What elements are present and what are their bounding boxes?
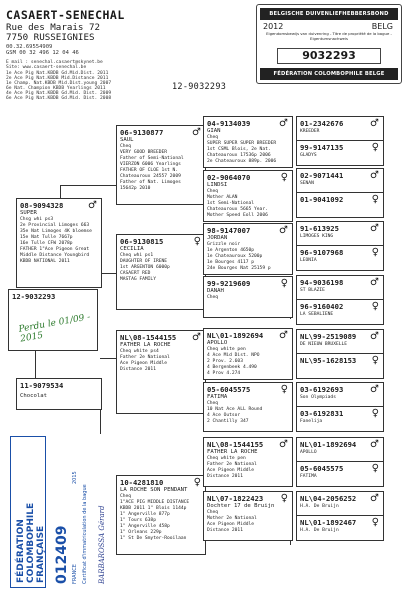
ggp-ring: 05-6045575: [300, 464, 344, 473]
ss-detail-line: VIERZON 6006 Yearlings: [120, 162, 181, 167]
female-symbol-icon: ♀: [371, 517, 379, 528]
male-symbol-icon: ♂: [279, 439, 288, 450]
stamp-number: 9032293: [277, 48, 381, 64]
owner-website: Site: www.casaert-senechal.be: [6, 65, 87, 70]
sire-detail-line: KBDB NATIONAL 2011: [20, 259, 70, 264]
ggp-ring: 01-9041092: [300, 195, 344, 204]
great-grandparent-card: [296, 515, 384, 541]
ggp-name: KREEDER: [300, 129, 320, 134]
sire-detail-line: Chsg whi ps3: [20, 217, 54, 222]
female-symbol-icon: ♀: [193, 236, 201, 247]
french-ring-certificate: [8, 434, 116, 590]
male-symbol-icon: ♂: [370, 493, 379, 504]
result-line: 6e Nat. Champion KBDB Yearlings 2011: [6, 86, 106, 91]
gp-detail-line: Distance 2011: [207, 474, 243, 479]
dd-detail-line: 1" St De Smyter-Rooilaan: [120, 536, 187, 541]
sire-dam-card: [116, 234, 206, 310]
male-symbol-icon: ♂: [192, 332, 201, 343]
gp-detail-line: 10 Nat Ace ALL Round: [207, 407, 263, 412]
ggp-name: LA SEBALIENE: [300, 312, 334, 317]
ggp-ring: 02-9071441: [300, 171, 344, 180]
ggp-ring: 94-9036198: [300, 278, 344, 287]
gp-ring: 99-9219609: [207, 279, 251, 288]
ggp-ring: NL\99-2519089: [300, 332, 357, 341]
ss-detail-line: Chateauroux 24557 2009: [120, 174, 181, 179]
certificate-number: 012409: [54, 525, 70, 584]
dam-main-card: [16, 378, 102, 410]
gp-detail-line: 1st CSML Blois, 2e Nat.: [207, 147, 271, 152]
ggp-ring: 03-6192831: [300, 409, 344, 418]
ggp-ring: 96-9107968: [300, 248, 344, 257]
ring-number: 12-9032293: [172, 82, 227, 92]
gp-detail-line: Mother ALAN: [207, 195, 238, 200]
sire-sire-card: [116, 125, 206, 205]
dam-detail-line: Cheq white ps4: [120, 349, 159, 354]
sire-detail-line: 35e Nat Limoges 4K bloemse: [20, 229, 92, 234]
ggp-ring: 91-613925: [300, 224, 339, 233]
sire-name: SUPER: [20, 210, 37, 216]
great-grandparent-card: [296, 192, 384, 218]
grandparent-card: [203, 170, 293, 222]
sire-card: [16, 198, 102, 288]
sire-detail-line: 15e Nat Tulle 7667p: [20, 235, 73, 240]
grandparent-card: [203, 437, 293, 487]
certificate-year: 2015: [72, 471, 78, 484]
gp-detail-line: 24e Bourges Nat 25159 p: [207, 266, 271, 271]
ggp-ring: 96-9160402: [300, 302, 344, 311]
male-symbol-icon: ♂: [88, 200, 97, 211]
sd-detail-line: MASTAG FAMILY: [120, 277, 156, 282]
ss-detail-line: Cheq: [120, 144, 132, 149]
gp-name: APOLLO: [207, 340, 228, 346]
gp-ring: NL\01-1892694: [207, 331, 264, 340]
dam-detail-line: Ace Pigeon Middle: [120, 361, 168, 366]
grandparent-card: [203, 491, 293, 541]
grandparent-card: [203, 382, 293, 432]
gp-detail-line: Father 2e National: [207, 462, 257, 467]
sd-detail-line: 1st ARGENTON 6000p: [120, 265, 170, 270]
dd-detail-line: 1" Tours 638p: [120, 518, 156, 523]
result-line: 1e Champ. Nat.KBDB Mid.Dist.young 2007: [6, 81, 112, 86]
gp-detail-line: Distance 2011: [207, 528, 243, 533]
ggp-name: H.A. De Bruijn: [300, 504, 339, 509]
dd-detail-line: 1" Angerville 877p: [120, 512, 170, 517]
dd-detail-line: Cheq: [120, 494, 132, 499]
main-pigeon-card: [8, 289, 98, 351]
gp-detail-line: 4 Ace Mid Dist. NPO: [207, 353, 260, 358]
gp-ring: NL\08-1544155: [207, 440, 264, 449]
dam-name: FATHER LA ROCHE: [120, 342, 171, 348]
gp-detail-line: Cheq: [207, 401, 219, 406]
stamp-description: Eigendomsbewijs van duivenring - Titre de propriété de la bague - Eigentumsnachweis: [266, 31, 392, 41]
owner-city: 7750 RUSSEIGNIES: [6, 32, 95, 43]
female-symbol-icon: ♀: [280, 172, 288, 183]
gp-detail-line: Cheq: [207, 295, 219, 300]
gp-name: GIAN: [207, 128, 221, 134]
stamp-top-banner: BELGISCHE DUIVENLIEFHEBBERSBOND: [260, 8, 398, 20]
great-grandparent-card: [296, 406, 384, 432]
main-pigeon-ring: 12-9032293: [12, 292, 56, 301]
sd-detail-line: DAUGHTER OF IRENE: [120, 259, 168, 264]
stamp-bottom-banner: FÉDÉRATION COLOMBOPHILE BELGE: [260, 68, 398, 80]
dd-ring: 10-4281810: [120, 478, 164, 487]
owner-street: Rue des Marais 72: [6, 22, 101, 33]
dam-detail-line: Distance 2011: [120, 367, 156, 372]
dam-card: [116, 330, 206, 414]
female-symbol-icon: ♀: [371, 142, 379, 153]
ggp-name: ST BLAZIE: [300, 288, 325, 293]
gp-name: FATHER LA ROCHE: [207, 449, 258, 455]
ggp-ring: NL\95-1628153: [300, 356, 357, 365]
sd-ring: 06-9130815: [120, 237, 164, 246]
gp-detail-line: Chateauroux 5665 Year.: [207, 207, 268, 212]
gp-detail-line: 1st Semi-National: [207, 201, 255, 206]
ggp-ring: NL\01-1892467: [300, 518, 357, 527]
result-line: 2e Ace Pig Nat.KBDB Mid.Distance 2011: [6, 76, 109, 81]
gp-ring: 02-9064070: [207, 173, 251, 182]
gp-ring: 05-6045575: [207, 385, 251, 394]
result-line: 4e Ace Pig Nat.KBDB Gd.Mid. Dist. 2009: [6, 91, 112, 96]
owner-email: E mail : senechal.casaert@skynet.be: [6, 60, 103, 65]
ggp-ring: 03-6192693: [300, 385, 344, 394]
ggp-name: H.A. De Bruijn: [300, 528, 339, 533]
great-grandparent-card: [296, 299, 384, 325]
ggp-ring: 01-2342676: [300, 119, 344, 128]
ggp-ring: NL\01-1892694: [300, 440, 357, 449]
stamp-country: BELG: [371, 22, 393, 31]
gp-detail-line: Grizzle noir: [207, 242, 241, 247]
ggp-name: DE NIEUW BRUXELLE: [300, 342, 348, 347]
female-symbol-icon: ♀: [280, 493, 288, 504]
ss-detail-line: Father of Semi-National: [120, 156, 184, 161]
ss-ring: 06-9130877: [120, 128, 164, 137]
result-line: 1e Ace Pig Nat.KBDB Gd.Mid.Dist. 2011: [6, 71, 109, 76]
gp-detail-line: Cheq white pen: [207, 347, 246, 352]
certificate-handwritten-owner: BARBAROSSA Gérard: [98, 505, 106, 584]
grandparent-card: [203, 116, 293, 168]
male-symbol-icon: ♂: [279, 330, 288, 341]
female-symbol-icon: ♀: [371, 247, 379, 258]
ss-detail-line: VERY GOOD BREEDER: [120, 150, 168, 155]
gp-detail-line: 1e Argenton 4650p: [207, 248, 255, 253]
ggp-name: SENAN: [300, 181, 314, 186]
female-symbol-icon: ♀: [371, 408, 379, 419]
grandparent-card: [203, 276, 293, 318]
dd-detail-line: KBDB 2011 1" Blois 1144p: [120, 506, 187, 511]
gp-detail-line: 1e Chateauroux 5200p: [207, 254, 263, 259]
great-grandparent-card: [296, 329, 384, 355]
ggp-ring: NL\04-2056252: [300, 494, 357, 503]
owner-gsm: GSM 00 32 496 12 04 46: [6, 50, 79, 56]
great-grandparent-card: [296, 491, 384, 517]
male-symbol-icon: ♂: [370, 439, 379, 450]
great-grandparent-card: [296, 275, 384, 301]
dam-ring: NL\08-1544155: [120, 333, 177, 342]
male-symbol-icon: ♂: [279, 118, 288, 129]
female-symbol-icon: ♀: [371, 301, 379, 312]
male-symbol-icon: ♂: [370, 331, 379, 342]
gp-detail-line: Cheq white pen: [207, 456, 246, 461]
certificate-country: FRANCE: [72, 564, 78, 584]
sd-name: CECILIA: [120, 246, 144, 252]
gp-detail-line: Mother Speed Eoll 2006: [207, 213, 268, 218]
great-grandparent-card: [296, 221, 384, 247]
male-symbol-icon: ♂: [370, 384, 379, 395]
male-symbol-icon: ♂: [279, 225, 288, 236]
gp-detail-line: 2 Prov. 2.603: [207, 359, 243, 364]
sire-detail-line: 16e Tulle CFW 2078p: [20, 241, 73, 246]
ggp-name: APOLLO: [300, 450, 317, 455]
female-symbol-icon: ♀: [371, 194, 379, 205]
sire-detail-line: Middle Distance Youngbird: [20, 253, 90, 258]
gp-detail-line: Chateauroux 17536p 2006: [207, 153, 271, 158]
handwritten-note: Perdu le 01/09 - 2015: [17, 312, 92, 345]
ggp-name: LEONIA: [300, 258, 317, 263]
grandparent-card: [203, 223, 293, 275]
connector-line: [100, 358, 116, 359]
gp-detail-line: Mother 2e National: [207, 516, 257, 521]
certificate-caption: Certificat d'immatriculation de la bague: [82, 484, 88, 584]
owner-name: CASAERT-SENECHAL: [6, 8, 125, 22]
female-symbol-icon: ♀: [371, 463, 379, 474]
gp-ring: 04-9134039: [207, 119, 251, 128]
gp-detail-line: Cheq: [207, 135, 219, 140]
gp-ring: NL\07-1822423: [207, 494, 264, 503]
great-grandparent-card: [296, 140, 384, 166]
sd-detail-line: Cheq whi ps1: [120, 253, 154, 258]
gp-name: LINDSI: [207, 182, 228, 188]
male-symbol-icon: ♂: [192, 127, 201, 138]
result-line: 6e Ace Pig Nat.KBDB Gd.Mid. Dist. 2008: [6, 96, 112, 101]
gp-detail-line: 2 Chantilly 347: [207, 419, 249, 424]
great-grandparent-card: [296, 245, 384, 271]
gp-detail-line: 4 Bergenbeek 4.490: [207, 365, 257, 370]
great-grandparent-card: [296, 382, 384, 408]
gp-ring: 98-9147007: [207, 226, 251, 235]
gp-detail-line: Ace Pigeon Middle: [207, 468, 255, 473]
dd-detail-line: 1" Angerville 458p: [120, 524, 170, 529]
dd-detail-line: 1"ACE PIG MIDDLE DISTANCE: [120, 500, 190, 505]
sire-ring: 08-9094328: [20, 201, 64, 210]
male-symbol-icon: ♂: [370, 277, 379, 288]
dam-detail-line: Father 2e National: [120, 355, 170, 360]
ggp-name: Son Olympiads: [300, 395, 336, 400]
ggp-ring: 99-9147135: [300, 143, 344, 152]
gp-detail-line: 4 Ace Outsor: [207, 413, 241, 418]
gp-detail-line: Ace Pigeon Middle: [207, 522, 255, 527]
great-grandparent-card: [296, 168, 384, 194]
male-symbol-icon: ♂: [370, 223, 379, 234]
female-symbol-icon: ♀: [280, 384, 288, 395]
gp-name: DANAH: [207, 288, 224, 294]
ggp-name: GLADYS: [300, 153, 317, 158]
ss-name: SAUL: [120, 137, 134, 143]
great-grandparent-card: [296, 461, 384, 487]
gp-detail-line: 2e Chateauroux 889p. 2006: [207, 159, 277, 164]
sire-detail-line: 2e Provincial Limoges 663: [20, 223, 90, 228]
gp-detail-line: SUPER SUPER SUPER BREEDER: [207, 141, 277, 146]
gp-name: JORDAN: [207, 235, 228, 241]
great-grandparent-card: [296, 116, 384, 142]
gp-name: FATIMA: [207, 394, 228, 400]
federation-logo-box: [10, 436, 46, 588]
female-symbol-icon: ♀: [371, 355, 379, 366]
ss-detail-line: FATHER OF CLOE 1st N.: [120, 168, 179, 173]
ggp-name: Fanelija: [300, 419, 323, 424]
grandparent-card: [203, 328, 293, 380]
dd-name: LA ROCHE SON PENDANT: [120, 487, 188, 493]
ss-detail-line: 15642p 2010: [120, 186, 151, 191]
dam-dam-card: [116, 475, 206, 555]
male-symbol-icon: ♂: [370, 118, 379, 129]
stamp-year: 2012: [263, 22, 284, 31]
ownership-certificate-stamp: [256, 4, 402, 84]
male-symbol-icon: ♂: [370, 170, 379, 181]
gp-detail-line: 4 Prov 4.274: [207, 371, 241, 376]
gp-detail-line: 1e Bourges 4117 p: [207, 260, 255, 265]
federation-name: FÉDÉRATION COLOMBOPHILE FRANÇAISE: [16, 502, 46, 583]
great-grandparent-card: [296, 353, 384, 379]
dam-main-ring: 11-9079534: [20, 381, 64, 390]
female-symbol-icon: ♀: [193, 477, 201, 488]
dam-main-name: Chocolat: [20, 393, 47, 399]
gp-name: Dochter 17 de Bruijn: [207, 503, 275, 509]
connector-line: [60, 185, 116, 186]
ggp-name: FATIMA: [300, 474, 317, 479]
dd-detail-line: 1" Orleans 229p: [120, 530, 162, 535]
sd-detail-line: CASAERT RED: [120, 271, 151, 276]
gp-detail-line: Cheq: [207, 189, 219, 194]
female-symbol-icon: ♀: [280, 278, 288, 289]
gp-detail-line: Cheq: [207, 510, 219, 515]
ss-detail-line: Father of Nat. Limoges: [120, 180, 181, 185]
ggp-name: LIMOGES KING: [300, 234, 334, 239]
sire-detail-line: FATHER 1"Ace Pigeon Great: [20, 247, 90, 252]
great-grandparent-card: [296, 437, 384, 463]
owner-phone: 00.32.69554909: [6, 44, 53, 50]
